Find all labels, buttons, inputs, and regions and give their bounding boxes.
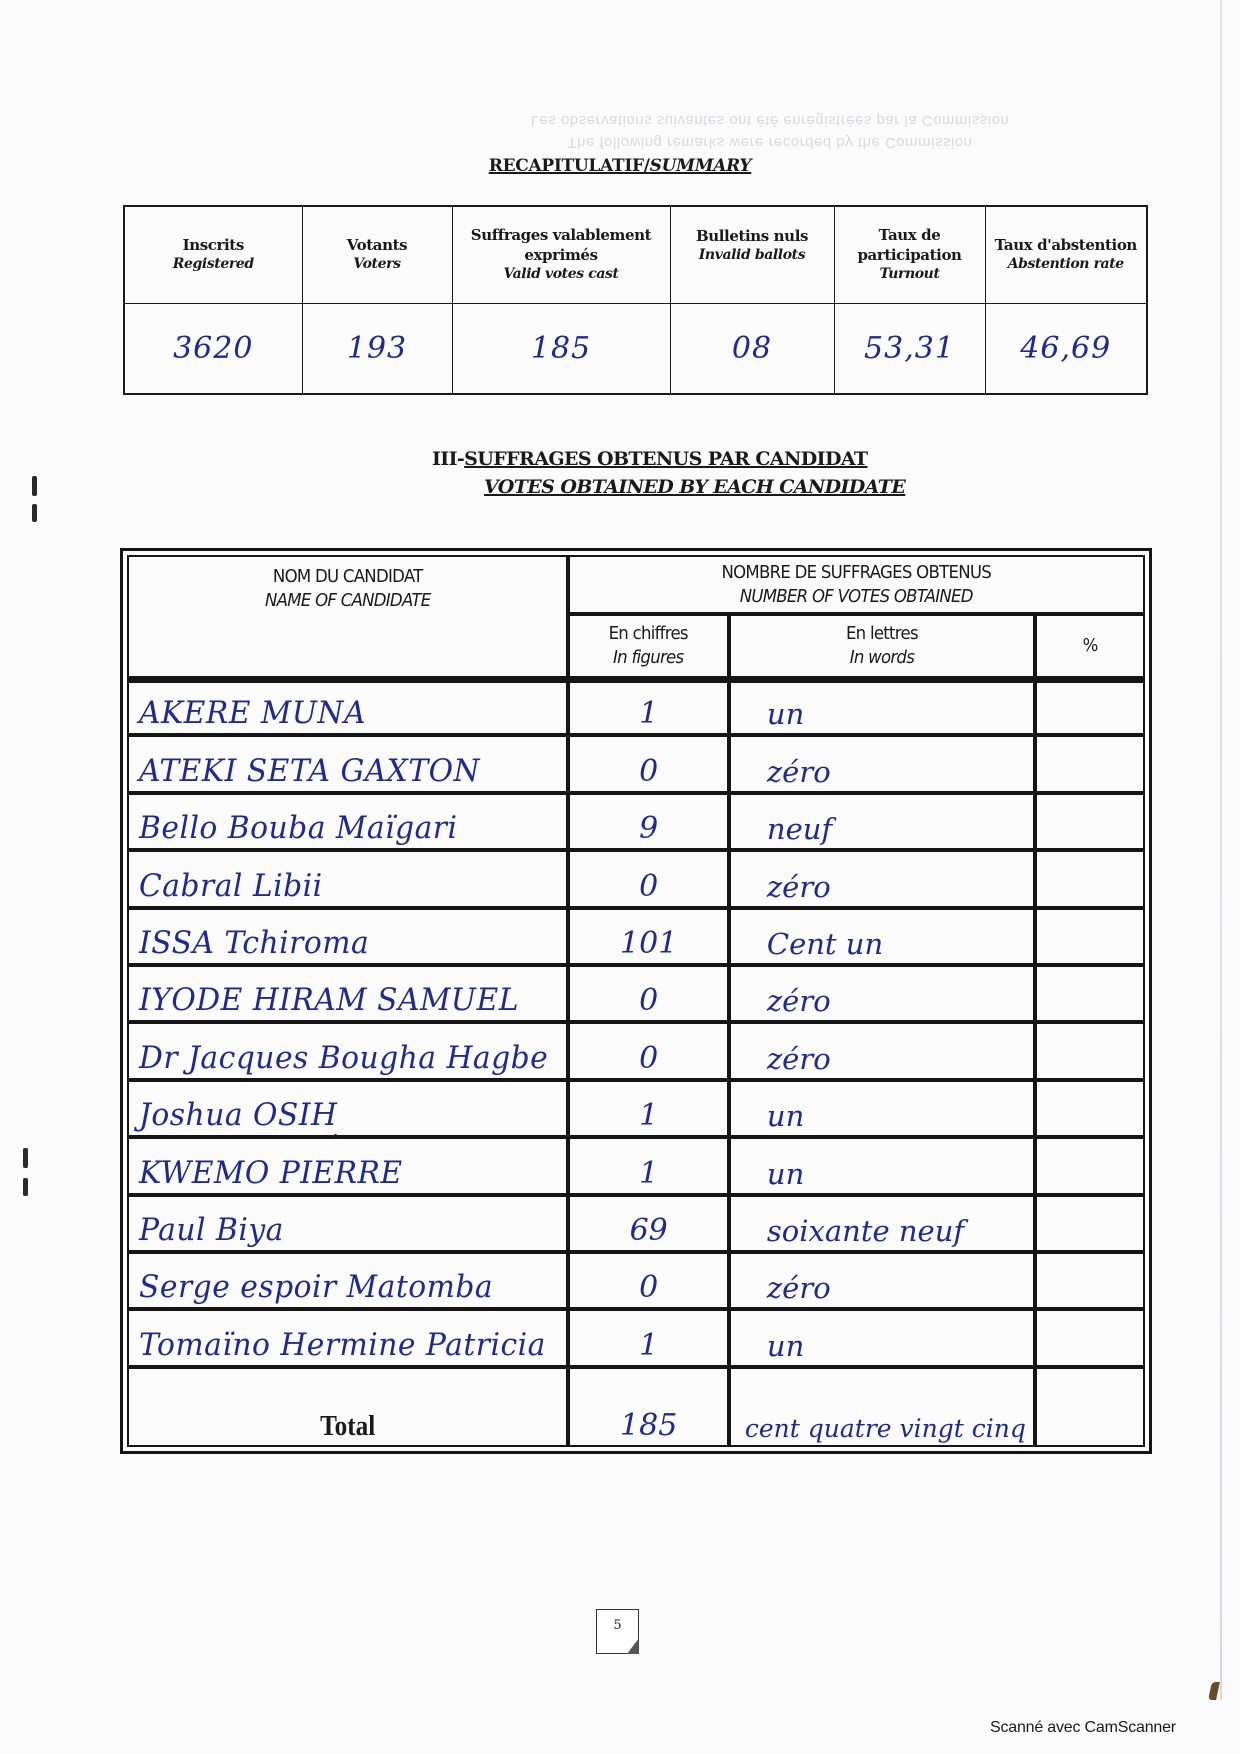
votes-words-cell bbox=[729, 1309, 1035, 1366]
votes-words-cell bbox=[729, 1252, 1035, 1309]
candidate-name: ATEKI SETA GAXTON bbox=[139, 752, 481, 789]
votes-figures-cell bbox=[568, 850, 728, 907]
table-row bbox=[127, 1137, 1145, 1194]
votes-percent-cell bbox=[1035, 1195, 1145, 1252]
votes-words-cell bbox=[729, 1022, 1035, 1079]
votes-words-cell bbox=[729, 850, 1035, 907]
section-prefix: III- bbox=[432, 448, 465, 470]
votes-figures-cell bbox=[568, 965, 728, 1022]
total-percent-cell bbox=[1035, 1367, 1145, 1447]
page-edge bbox=[1220, 0, 1222, 1700]
summary-table bbox=[123, 205, 1148, 395]
votes-figures-cell bbox=[568, 793, 728, 850]
value-voters bbox=[302, 303, 452, 394]
votes-figures-cell bbox=[568, 735, 728, 792]
votes-figures: 0 bbox=[639, 753, 659, 789]
votes-words: un bbox=[766, 697, 805, 732]
table-row bbox=[127, 850, 1145, 907]
corner-stain bbox=[1208, 1682, 1220, 1700]
votes-figures: 9 bbox=[639, 811, 659, 847]
candidate-name: IYODE HIRAM SAMUEL bbox=[139, 982, 519, 1019]
page-curl-icon bbox=[627, 1638, 639, 1654]
votes-percent-cell bbox=[1035, 1022, 1145, 1079]
votes-words: Cent un bbox=[766, 927, 884, 962]
candidate-name-cell bbox=[127, 1309, 568, 1366]
votes-words: un bbox=[766, 1328, 805, 1363]
candidate-name-cell bbox=[127, 965, 568, 1022]
candidate-name: Paul Biya bbox=[139, 1212, 284, 1249]
total-row bbox=[127, 1367, 1145, 1447]
candidate-name: KWEMO PIERRE bbox=[139, 1154, 403, 1191]
votes-figures: 0 bbox=[639, 868, 659, 904]
votes-header-row-1 bbox=[127, 555, 1145, 614]
value-abstention bbox=[985, 303, 1147, 394]
votes-figures-cell bbox=[568, 1252, 728, 1309]
header-candidate-name-fr: NOM DU CANDIDAT bbox=[272, 566, 423, 587]
table-row bbox=[127, 908, 1145, 965]
summary-title-fr: RECAPITULATIF/ bbox=[488, 156, 650, 176]
candidate-name: Tomaïno Hermine Patricia bbox=[139, 1326, 546, 1363]
votes-figures: 1 bbox=[639, 1155, 659, 1191]
candidate-name-cell bbox=[127, 908, 568, 965]
votes-words-cell bbox=[729, 908, 1035, 965]
votes-words-cell bbox=[729, 678, 1035, 735]
candidate-name-cell bbox=[127, 1137, 568, 1194]
header-valid-votes-en: Valid votes cast bbox=[503, 266, 619, 283]
abstention-value: 46,69 bbox=[1020, 330, 1112, 366]
header-percent-label: % bbox=[1082, 635, 1098, 657]
registered-value: 3620 bbox=[173, 330, 254, 366]
value-registered bbox=[124, 303, 302, 394]
candidate-name-cell bbox=[127, 678, 568, 735]
votes-percent-cell bbox=[1035, 735, 1145, 792]
votes-figures-cell bbox=[568, 678, 728, 735]
votes-words-cell bbox=[729, 735, 1035, 792]
candidate-name-cell bbox=[127, 735, 568, 792]
section-title-fr bbox=[432, 448, 867, 470]
header-registered bbox=[124, 206, 302, 303]
margin-mark bbox=[23, 1148, 28, 1168]
candidate-name: Joshua OSIH bbox=[139, 1097, 338, 1134]
header-valid-votes-fr: Suffrages valablement exprimés bbox=[470, 226, 652, 265]
candidate-name: Cabral Libii bbox=[139, 867, 323, 904]
page-number: 5 bbox=[613, 1618, 622, 1633]
candidate-name-cell bbox=[127, 1022, 568, 1079]
header-turnout-fr: Taux de participation bbox=[857, 226, 962, 265]
header-turnout-en: Turnout bbox=[879, 266, 940, 283]
table-row bbox=[127, 1080, 1145, 1137]
header-voters bbox=[302, 206, 452, 303]
votes-percent-cell bbox=[1035, 1080, 1145, 1137]
candidate-name-cell bbox=[127, 850, 568, 907]
votes-figures: 1 bbox=[639, 1327, 659, 1363]
header-voters-fr: Votants bbox=[346, 236, 408, 255]
candidate-name: AKERE MUNA bbox=[139, 695, 366, 732]
votes-words: un bbox=[766, 1099, 805, 1134]
candidate-name: Serge espoir Matomba bbox=[139, 1269, 494, 1306]
summary-header-row bbox=[124, 206, 1147, 303]
votes-figures-cell bbox=[568, 908, 728, 965]
votes-percent-cell bbox=[1035, 965, 1145, 1022]
votes-figures: 0 bbox=[639, 1040, 659, 1076]
table-row bbox=[127, 793, 1145, 850]
votes-words-cell bbox=[729, 1195, 1035, 1252]
candidate-name: Bello Bouba Maïgari bbox=[139, 810, 458, 847]
header-registered-fr: Inscrits bbox=[182, 236, 244, 255]
voters-value: 193 bbox=[346, 330, 408, 366]
votes-words: zéro bbox=[766, 869, 831, 904]
header-votes-obtained-fr: NOMBRE DE SUFFRAGES OBTENUS bbox=[721, 561, 992, 583]
votes-words-cell bbox=[729, 793, 1035, 850]
table-row bbox=[127, 678, 1145, 735]
votes-figures: 0 bbox=[639, 1270, 659, 1306]
votes-percent-cell bbox=[1035, 908, 1145, 965]
header-in-words-en: In words bbox=[849, 647, 914, 669]
votes-table bbox=[127, 555, 1145, 1447]
invalid-ballots-value: 08 bbox=[731, 330, 773, 366]
header-in-figures-en: In figures bbox=[613, 647, 684, 669]
margin-mark bbox=[32, 504, 37, 522]
header-in-figures-fr: En chiffres bbox=[609, 623, 689, 645]
candidate-name: Dr Jacques Bougha Hagbe bbox=[139, 1039, 549, 1076]
total-label-cell bbox=[127, 1367, 568, 1447]
votes-figures: 101 bbox=[620, 926, 678, 962]
votes-words: zéro bbox=[766, 1271, 831, 1306]
votes-words: un bbox=[766, 1156, 805, 1191]
votes-figures-cell bbox=[568, 1137, 728, 1194]
votes-percent-cell bbox=[1035, 678, 1145, 735]
votes-words: zéro bbox=[766, 754, 831, 789]
stray-dot bbox=[334, 1134, 337, 1137]
votes-words: zéro bbox=[766, 984, 831, 1019]
votes-words: zéro bbox=[766, 1041, 831, 1076]
bleed-through-text-1: Les observations suivantes ont été enregistrées par la Commission bbox=[530, 112, 1010, 129]
value-valid-votes bbox=[452, 303, 670, 394]
table-row bbox=[127, 1195, 1145, 1252]
votes-table-frame bbox=[120, 548, 1152, 1454]
turnout-value: 53,31 bbox=[864, 330, 955, 366]
header-valid-votes bbox=[452, 206, 670, 303]
section-title-en: VOTES OBTAINED BY EACH CANDIDATE bbox=[484, 476, 906, 498]
summary-values-row bbox=[124, 303, 1147, 394]
value-turnout bbox=[834, 303, 985, 394]
votes-words-cell bbox=[729, 1137, 1035, 1194]
votes-percent-cell bbox=[1035, 1252, 1145, 1309]
total-label: Total bbox=[320, 1411, 376, 1442]
votes-percent-cell bbox=[1035, 850, 1145, 907]
scanner-watermark: Scanné avec CamScanner bbox=[990, 1719, 1176, 1736]
candidate-name-cell bbox=[127, 793, 568, 850]
table-row bbox=[127, 1252, 1145, 1309]
votes-percent-cell bbox=[1035, 1309, 1145, 1366]
header-candidate-name bbox=[127, 555, 568, 678]
candidate-name-cell bbox=[127, 1195, 568, 1252]
votes-words: soixante neuf bbox=[766, 1214, 965, 1249]
total-figures: 185 bbox=[620, 1408, 678, 1443]
votes-figures-cell bbox=[568, 1080, 728, 1137]
valid-votes-value: 185 bbox=[530, 330, 592, 366]
header-abstention-en: Abstention rate bbox=[1007, 256, 1124, 273]
header-invalid-ballots bbox=[670, 206, 834, 303]
votes-percent-cell bbox=[1035, 1137, 1145, 1194]
votes-figures: 1 bbox=[639, 696, 659, 732]
header-invalid-ballots-en: Invalid ballots bbox=[698, 246, 806, 263]
header-abstention-fr: Taux d'abstention bbox=[994, 236, 1137, 255]
header-abstention bbox=[985, 206, 1147, 303]
section-title-fr-text: SUFFRAGES OBTENUS PAR CANDIDAT bbox=[464, 448, 868, 470]
header-votes-obtained-en: NUMBER OF VOTES OBTAINED bbox=[740, 585, 974, 607]
header-registered-en: Registered bbox=[172, 256, 254, 273]
votes-figures: 0 bbox=[639, 983, 659, 1019]
votes-percent-cell bbox=[1035, 793, 1145, 850]
table-row bbox=[127, 1022, 1145, 1079]
header-in-words bbox=[729, 614, 1035, 678]
bleed-through-text-2: The following remarks were recorded by the Commission bbox=[567, 134, 973, 151]
candidate-name: ISSA Tchiroma bbox=[139, 925, 370, 962]
votes-figures: 69 bbox=[629, 1213, 668, 1249]
table-row bbox=[127, 965, 1145, 1022]
header-percent bbox=[1035, 614, 1145, 678]
votes-figures-cell bbox=[568, 1195, 728, 1252]
votes-words: neuf bbox=[766, 812, 833, 847]
header-in-figures bbox=[568, 614, 728, 678]
header-voters-en: Voters bbox=[353, 256, 401, 273]
header-in-words-fr: En lettres bbox=[845, 623, 918, 645]
margin-mark bbox=[32, 476, 37, 496]
margin-mark bbox=[23, 1178, 28, 1196]
votes-words-cell bbox=[729, 1080, 1035, 1137]
total-words-cell bbox=[729, 1367, 1035, 1447]
votes-figures: 1 bbox=[639, 1098, 659, 1134]
candidate-name-cell bbox=[127, 1252, 568, 1309]
votes-words-cell bbox=[729, 965, 1035, 1022]
summary-title bbox=[0, 156, 1240, 176]
total-words: cent quatre vingt cinq bbox=[744, 1414, 1026, 1443]
table-row bbox=[127, 735, 1145, 792]
votes-figures-cell bbox=[568, 1022, 728, 1079]
page-number-box bbox=[596, 1609, 639, 1654]
candidate-name-cell bbox=[127, 1080, 568, 1137]
table-row bbox=[127, 1309, 1145, 1366]
header-votes-obtained bbox=[568, 555, 1145, 614]
value-invalid-ballots bbox=[670, 303, 834, 394]
summary-title-en: SUMMARY bbox=[649, 156, 752, 176]
header-invalid-ballots-fr: Bulletins nuls bbox=[695, 226, 809, 245]
votes-figures-cell bbox=[568, 1309, 728, 1366]
header-turnout bbox=[834, 206, 985, 303]
header-candidate-name-en: NAME OF CANDIDATE bbox=[265, 590, 431, 611]
total-figures-cell bbox=[568, 1367, 728, 1447]
